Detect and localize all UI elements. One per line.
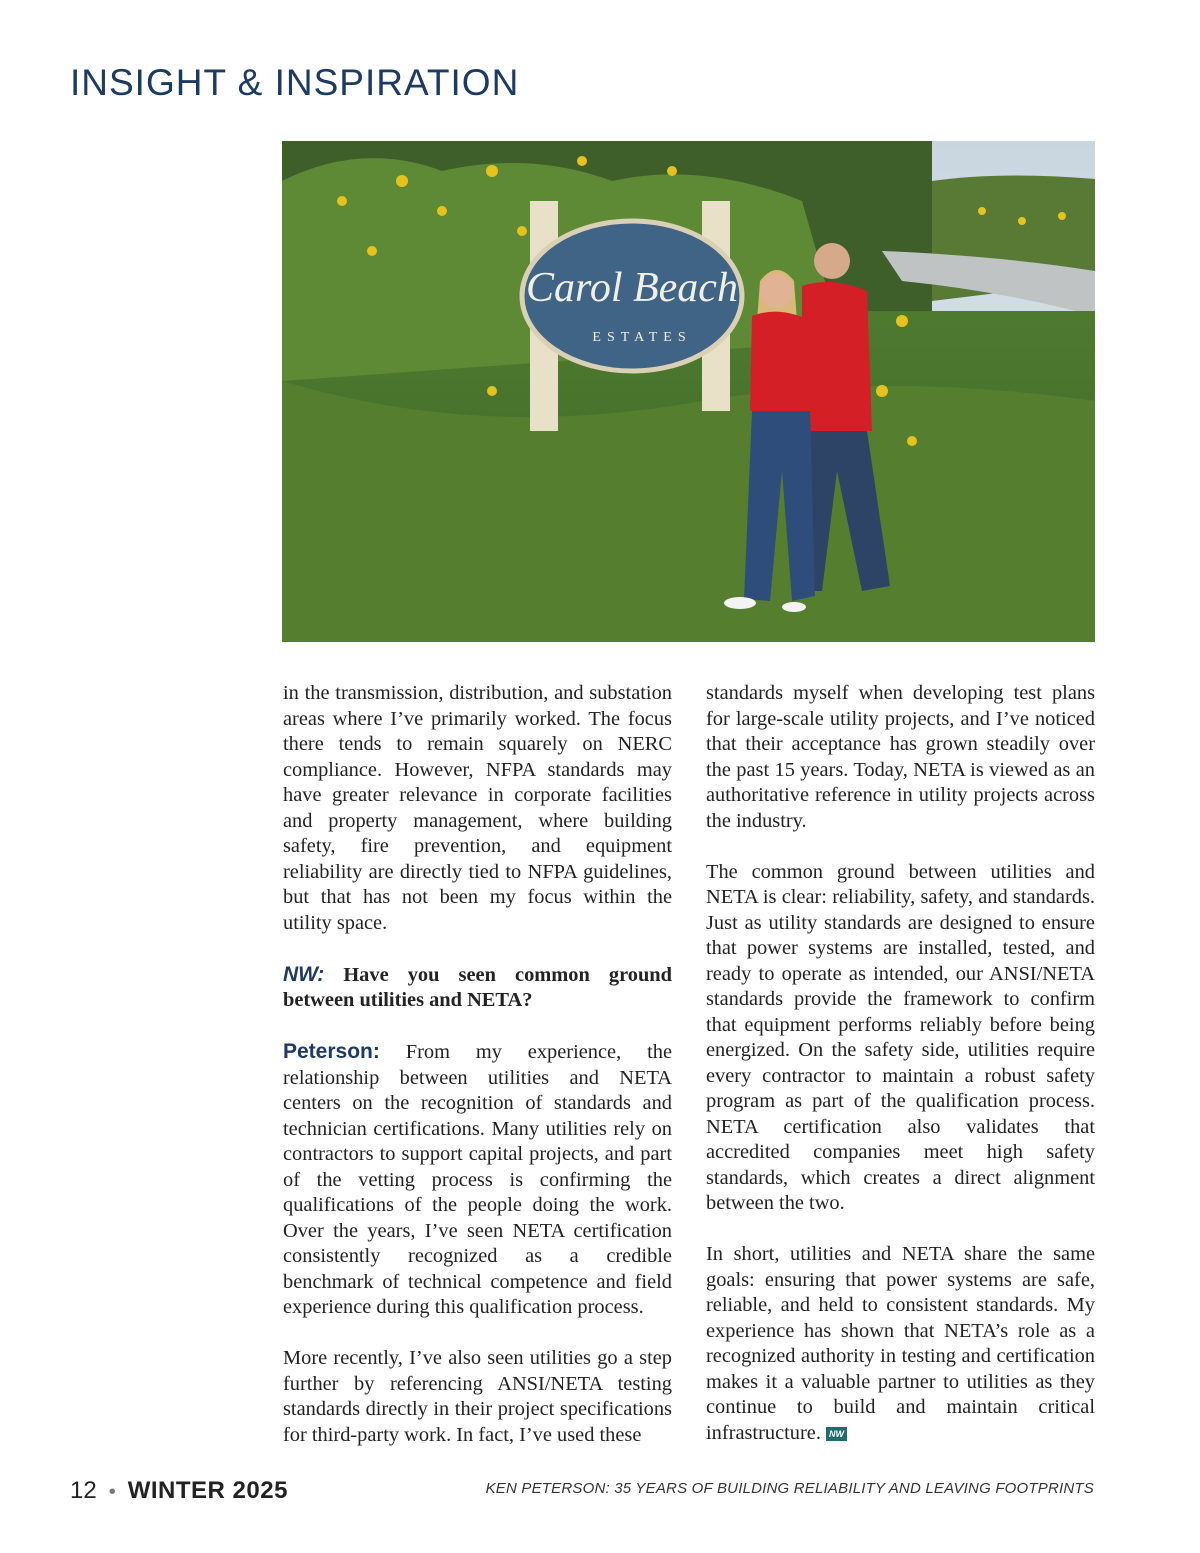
- paragraph: [706, 1242, 1095, 1446]
- sign-name: Carol Beach: [526, 265, 738, 311]
- feature-photo: [282, 141, 1095, 642]
- nw-end-mark-icon: NW: [826, 1427, 847, 1441]
- section-title: INSIGHT & INSPIRATION: [70, 62, 520, 103]
- question-label: NW:: [283, 962, 325, 986]
- interview-answer: [283, 1039, 672, 1321]
- paragraph: in the transmission, distribution, and substation areas where I’ve primarily worked. The focus there tends to remain squarely on NERC compliance. However, NFPA standards may have greater relevance in corporate facilities and property management, where building safety, fire prevention, and equipment reliability are directly tied to NFPA guidelines, but that has not been my focus within the utility space.: [283, 682, 672, 934]
- paragraph: The common ground between utilities and NETA is clear: reliability, safety, and standards. Just as utility standards are designed to ensure that power systems are installed, tested, and ready to operate as intended, our ANSI/NETA standards provide the framework to confirm that equipment performs reliably before being energized. On the safety side, utilities require every contractor to maintain a robust safety program as part of the qualification process. NETA certification also validates that accredited companies meet high safety standards, which creates a direct alignment between the two.: [706, 860, 1095, 1214]
- interview-question: [283, 962, 672, 1014]
- page-number: 12: [70, 1477, 97, 1504]
- answer-speaker-label: Peterson:: [283, 1040, 380, 1063]
- article-column-left: [283, 681, 672, 1474]
- issue-label: WINTER 2025: [127, 1477, 288, 1504]
- answer-text: From my experience, the relationship between utilities and NETA centers on the recognition of standards and technician certifications. Many utilities rely on contractors to support capital projects, and part of the vetting process is confirming the qualifications of the people doing the work. Over the years, I’ve seen NETA certification consistently recognized as a credible benchmark of technical competence and field experience during this qualification process.: [283, 1041, 672, 1318]
- question-text: Have you seen common ground between utilities and NETA?: [283, 963, 672, 1011]
- article-column-right: [706, 681, 1095, 1472]
- bullet-separator: •: [108, 1481, 116, 1503]
- footer-folio: [70, 1477, 288, 1505]
- running-title: KEN PETERSON: 35 YEARS OF BUILDING RELIABILITY AND LEAVING FOOTPRINTS: [485, 1480, 1094, 1497]
- paragraph: More recently, I’ve also seen utilities go a step further by referencing ANSI/NETA testing standards directly in their project specifications for third-party work. In fact, I’ve used these: [283, 1347, 672, 1446]
- closing-text: In short, utilities and NETA share the same goals: ensuring that power systems are safe, reliable, and held to consistent standards. My experience has shown that NETA’s role as a recognized authority in testing and certification makes it a valuable partner to utilities as they continue to build and maintain critical infrastructure.: [706, 1243, 1095, 1444]
- sign-subtitle: ESTATES: [592, 330, 692, 345]
- paragraph: standards myself when developing test plans for large-scale utility projects, and I’ve noticed that their acceptance has grown steadily over the past 15 years. Today, NETA is viewed as an authoritative reference in utility projects across the industry.: [706, 682, 1095, 832]
